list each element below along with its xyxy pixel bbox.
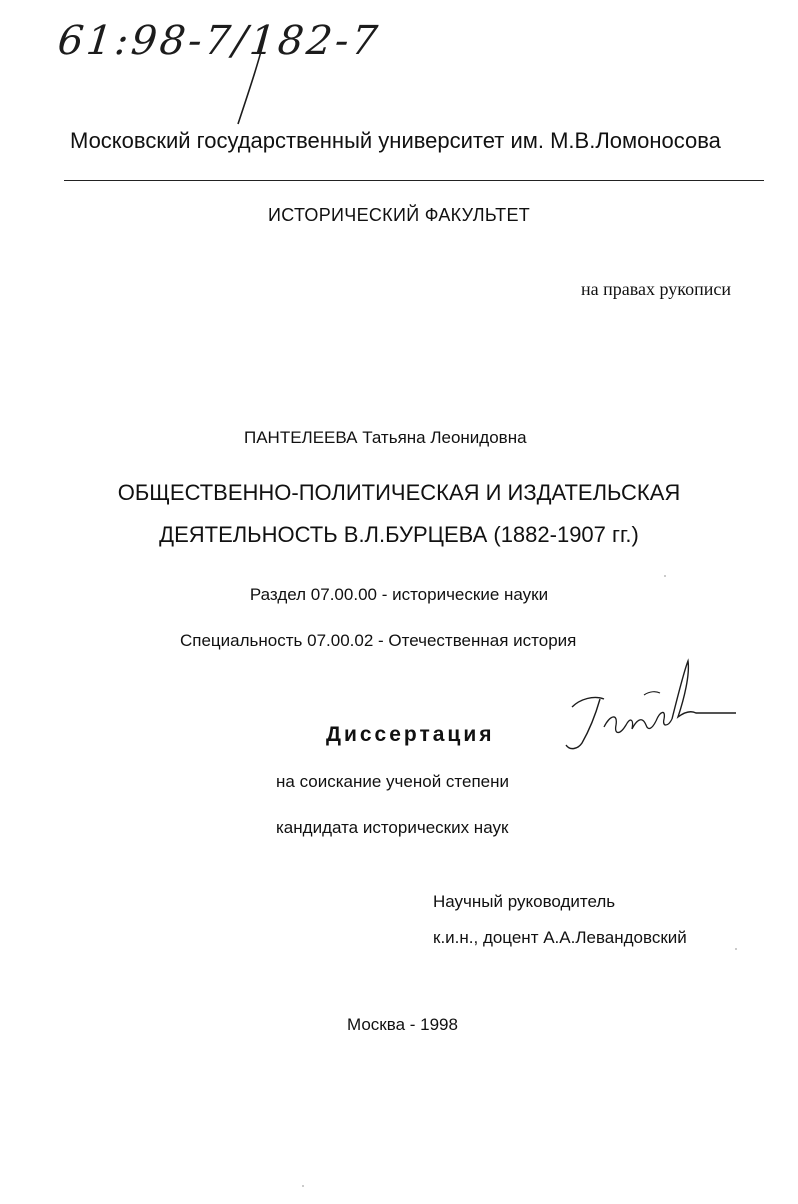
rights-note: на правах рукописи <box>581 279 731 299</box>
thesis-title-line-1: ОБЩЕСТВЕННО-ПОЛИТИЧЕСКАЯ И ИЗДАТЕЛЬСКАЯ <box>117 480 681 505</box>
section-code: Раздел 07.00.00 - исторические науки <box>249 585 549 604</box>
scan-speck <box>302 1185 304 1187</box>
advisor-role: Научный руководитель <box>433 892 616 911</box>
faculty-name: ИСТОРИЧЕСКИЙ ФАКУЛЬТЕТ <box>268 205 531 225</box>
degree-line-2: кандидата исторических наук <box>276 818 509 837</box>
author-name: ПАНТЕЛЕЕВА Татьяна Леонидовна <box>244 428 527 447</box>
city-year: Москва - 1998 <box>347 1015 458 1034</box>
author-signature <box>560 655 740 760</box>
handwritten-slash-stroke <box>232 28 272 128</box>
specialty-code: Специальность 07.00.02 - Отечественная история <box>180 631 577 650</box>
university-name: Московский государственный университет им. М.В.Ломоносова <box>70 128 721 153</box>
scan-speck <box>735 948 737 950</box>
thesis-title-line-2: ДЕЯТЕЛЬНОСТЬ В.Л.БУРЦЕВА (1882-1907 гг.) <box>159 522 639 547</box>
document-type-heading: Диссертация <box>326 723 495 746</box>
archive-number-handwritten: 61:98-7/182-7 <box>55 18 383 64</box>
header-divider <box>64 180 764 181</box>
scan-speck <box>664 575 666 577</box>
degree-line-1: на соискание ученой степени <box>276 772 510 791</box>
advisor-name: к.и.н., доцент А.А.Левандовский <box>433 928 687 947</box>
